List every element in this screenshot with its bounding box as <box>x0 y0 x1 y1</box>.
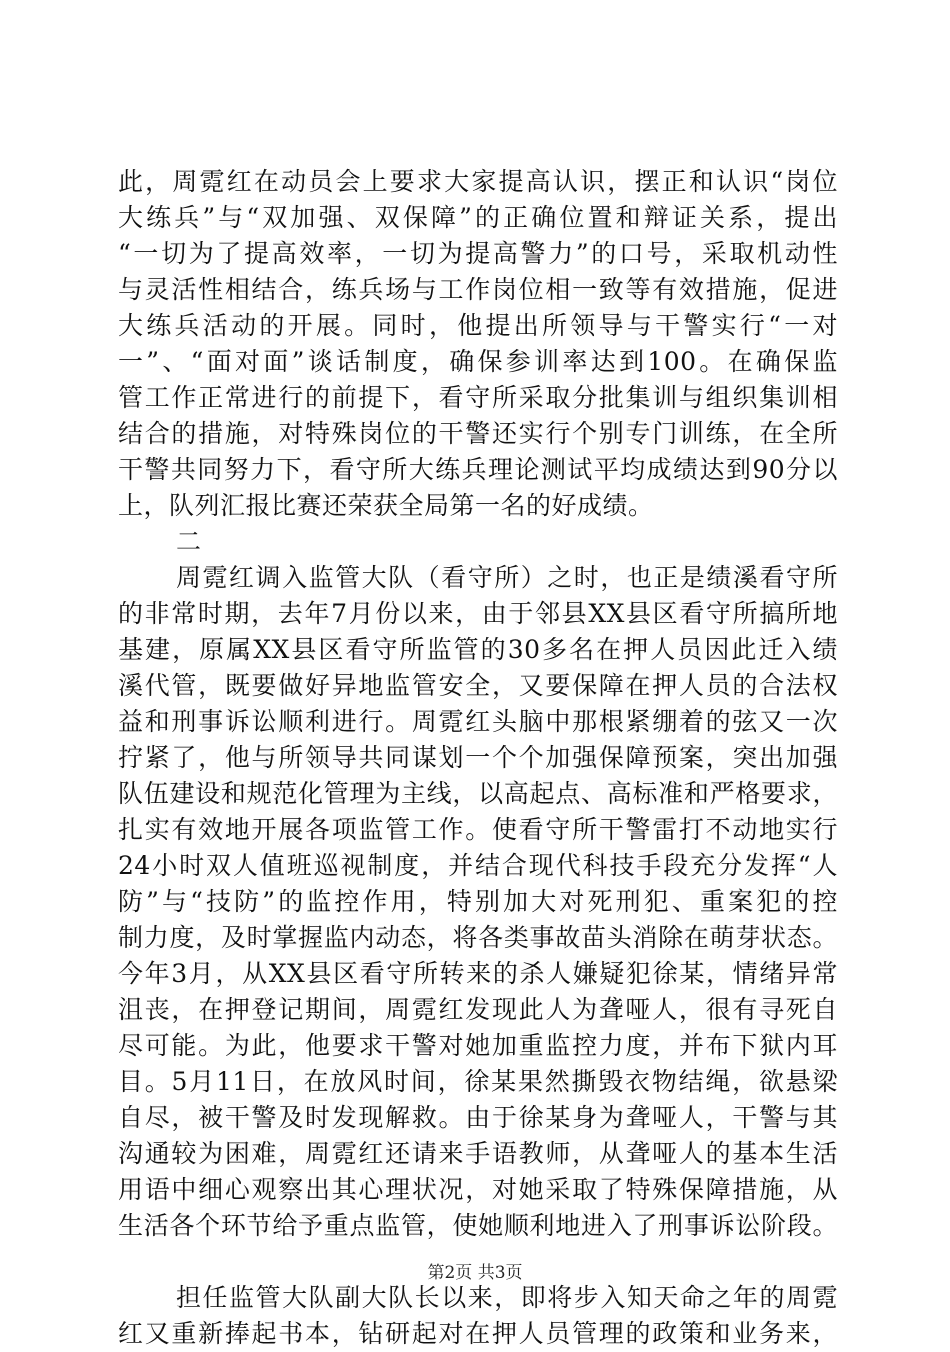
text-line: 一”、“面对面”谈话制度，确保参训率达到100。在确保监 <box>118 347 838 376</box>
text-line: 益和刑事诉讼顺利进行。周霓红头脑中那根紧绷着的弦又一次 <box>118 707 838 736</box>
text-line: 自尽，被干警及时发现解救。由于徐某身为聋哑人，干警与其 <box>118 1103 838 1132</box>
text-line: 目。5月11日，在放风时间，徐某果然撕毁衣物结绳，欲悬梁 <box>118 1067 838 1096</box>
document-body <box>118 164 838 1352</box>
text-line: 沟通较为困难，周霓红还请来手语教师，从聋哑人的基本生活 <box>118 1139 838 1168</box>
paragraph-first-line: 周霓红调入监管大队（看守所）之时，也正是绩溪看守所 <box>176 563 838 592</box>
text-line: 扎实有效地开展各项监管工作。使看守所干警雷打不动地实行 <box>118 815 838 844</box>
paragraph-first-line: 担任监管大队副大队长以来，即将步入知天命之年的周霓 <box>176 1283 838 1312</box>
text-line: 用语中细心观察出其心理状况，对她采取了特殊保障措施，从 <box>118 1175 838 1204</box>
text-line: 24小时双人值班巡视制度，并结合现代科技手段充分发挥“人 <box>118 851 838 880</box>
section-heading: 二 <box>176 527 202 556</box>
text-line: 防”与“技防”的监控作用，特别加大对死刑犯、重案犯的控 <box>118 887 838 916</box>
text-line: 与灵活性相结合，练兵场与工作岗位相一致等有效措施，促进 <box>118 275 838 304</box>
text-line: 结合的措施，对特殊岗位的干警还实行个别专门训练，在全所 <box>118 419 838 448</box>
text-line: 尽可能。为此，他要求干警对她加重监控力度，并布下狱内耳 <box>118 1031 838 1060</box>
text-line: 今年3月，从XX县区看守所转来的杀人嫌疑犯徐某，情绪异常 <box>118 959 838 988</box>
text-line: 溪代管，既要做好异地监管安全，又要保障在押人员的合法权 <box>118 671 838 700</box>
text-line: 生活各个环节给予重点监管，使她顺利地进入了刑事诉讼阶段。 <box>118 1211 838 1240</box>
text-line: 拧紧了，他与所领导共同谋划一个个加强保障预案，突出加强 <box>118 743 838 772</box>
text-line: 上，队列汇报比赛还荣获全局第一名的好成绩。 <box>118 491 654 520</box>
text-line: 沮丧，在押登记期间，周霓红发现此人为聋哑人，很有寻死自 <box>118 995 838 1024</box>
page-number-footer: 第2页 共3页 <box>427 1263 523 1283</box>
text-line: 基建，原属XX县区看守所监管的30多名在押人员因此迁入绩 <box>118 635 838 664</box>
text-line: 大练兵活动的开展。同时，他提出所领导与干警实行“一对 <box>118 311 838 340</box>
text-line: “一切为了提高效率，一切为提高警力”的口号，采取机动性 <box>118 239 838 268</box>
text-line: 红又重新捧起书本，钻研起对在押人员管理的政策和业务来， <box>118 1319 838 1348</box>
text-line: 干警共同努力下，看守所大练兵理论测试平均成绩达到90分以 <box>118 455 838 484</box>
text-line: 管工作正常进行的前提下，看守所采取分批集训与组织集训相 <box>118 383 838 412</box>
text-line: 制力度，及时掌握监内动态，将各类事故苗头消除在萌芽状态。 <box>118 923 838 952</box>
text-line: 大练兵”与“双加强、双保障”的正确位置和辩证关系，提出 <box>118 203 838 232</box>
text-line: 队伍建设和规范化管理为主线，以高起点、高标准和严格要求， <box>118 779 838 808</box>
text-line: 此，周霓红在动员会上要求大家提高认识，摆正和认识“岗位 <box>118 167 838 196</box>
text-line: 的非常时期，去年7月份以来，由于邻县XX县区看守所搞所地 <box>118 599 838 628</box>
